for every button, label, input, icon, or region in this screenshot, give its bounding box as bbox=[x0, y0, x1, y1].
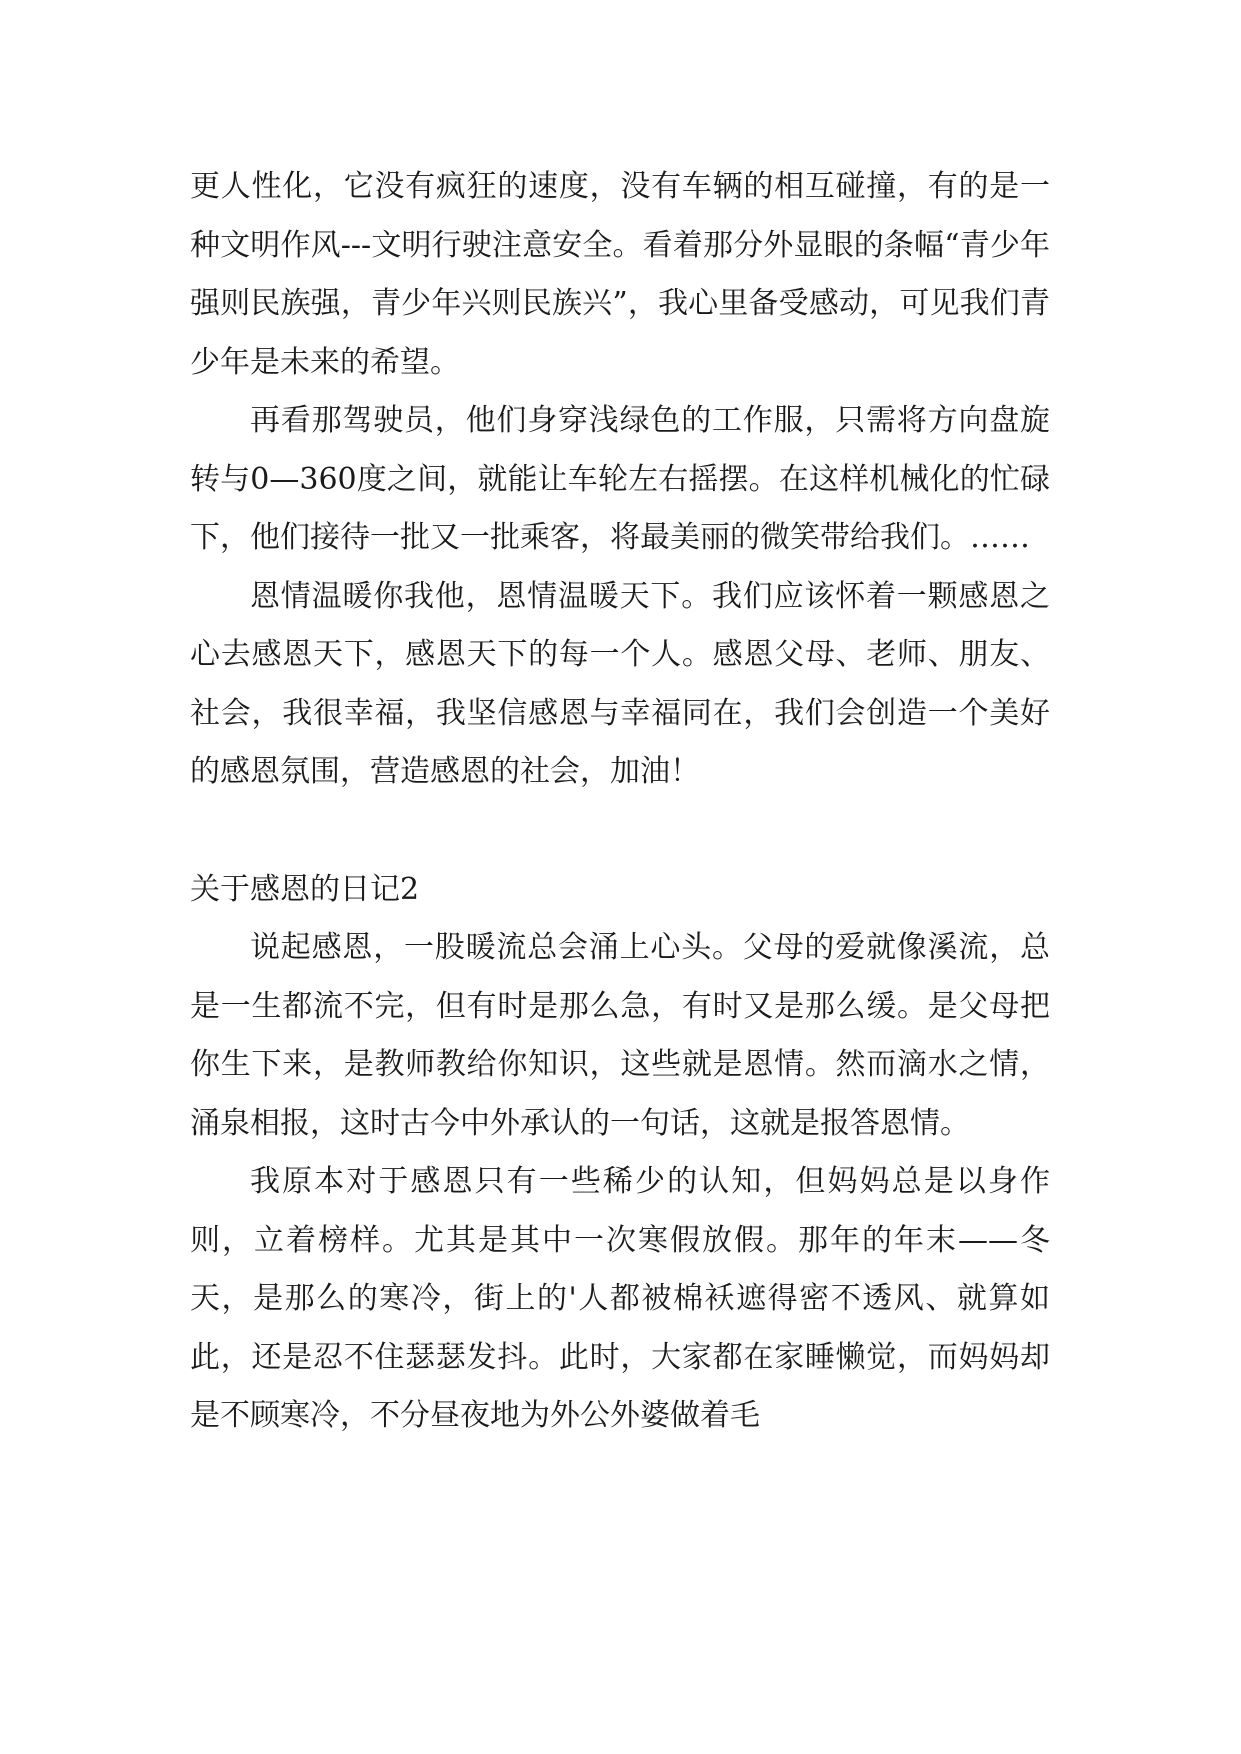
paragraph-gratitude-intro: 说起感恩，一股暖流总会涌上心头。父母的爱就像溪流，总是一生都流不完，但有时是那么急，有时又是那么缓。是父母把你生下来，是教师教给你知识，这些就是恩情。然而滴水之情，涌泉相报，这时古今中外承认的一句话，这就是报答恩情。 bbox=[190, 930, 1050, 1141]
section-title: 关于感恩的日记2 bbox=[190, 871, 420, 907]
paragraph-mother-example: 我原本对于感恩只有一些稀少的认知，但妈妈总是以身作则，立着榜样。尤其是其中一次寒假放假。那年的年末——冬天，是那么的寒冷，街上的'人都被棉袄遮得密不透风、就算如此，还是忍不住瑟瑟发抖。此时，大家都在家睡懒觉，而妈妈却是不顾寒冷，不分昼夜地为外公外婆做着毛 bbox=[190, 1164, 1050, 1433]
document-body bbox=[190, 158, 1050, 1446]
paragraph-driver: 再看那驾驶员，他们身穿浅绿色的工作服，只需将方向盘旋转与0—360度之间，就能让车轮左右摇摆。在这样机械化的忙碌下，他们接待一批又一批乘客，将最美丽的微笑带给我们。…… bbox=[190, 403, 1050, 555]
paragraph-gratitude-world: 恩情温暖你我他，恩情温暖天下。我们应该怀着一颗感恩之心去感恩天下，感恩天下的每一个人。感恩父母、老师、朋友、社会，我很幸福，我坚信感恩与幸福同在，我们会创造一个美好的感恩氛围，营造感恩的社会，加油！ bbox=[190, 578, 1050, 789]
paragraph-continued: 更人性化，它没有疯狂的速度，没有车辆的相互碰撞，有的是一种文明作风---文明行驶注意安全。看着那分外显眼的条幅“青少年强则民族强，青少年兴则民族兴”，我心里备受感动，可见我们青少年是未来的希望。 bbox=[190, 169, 1050, 380]
